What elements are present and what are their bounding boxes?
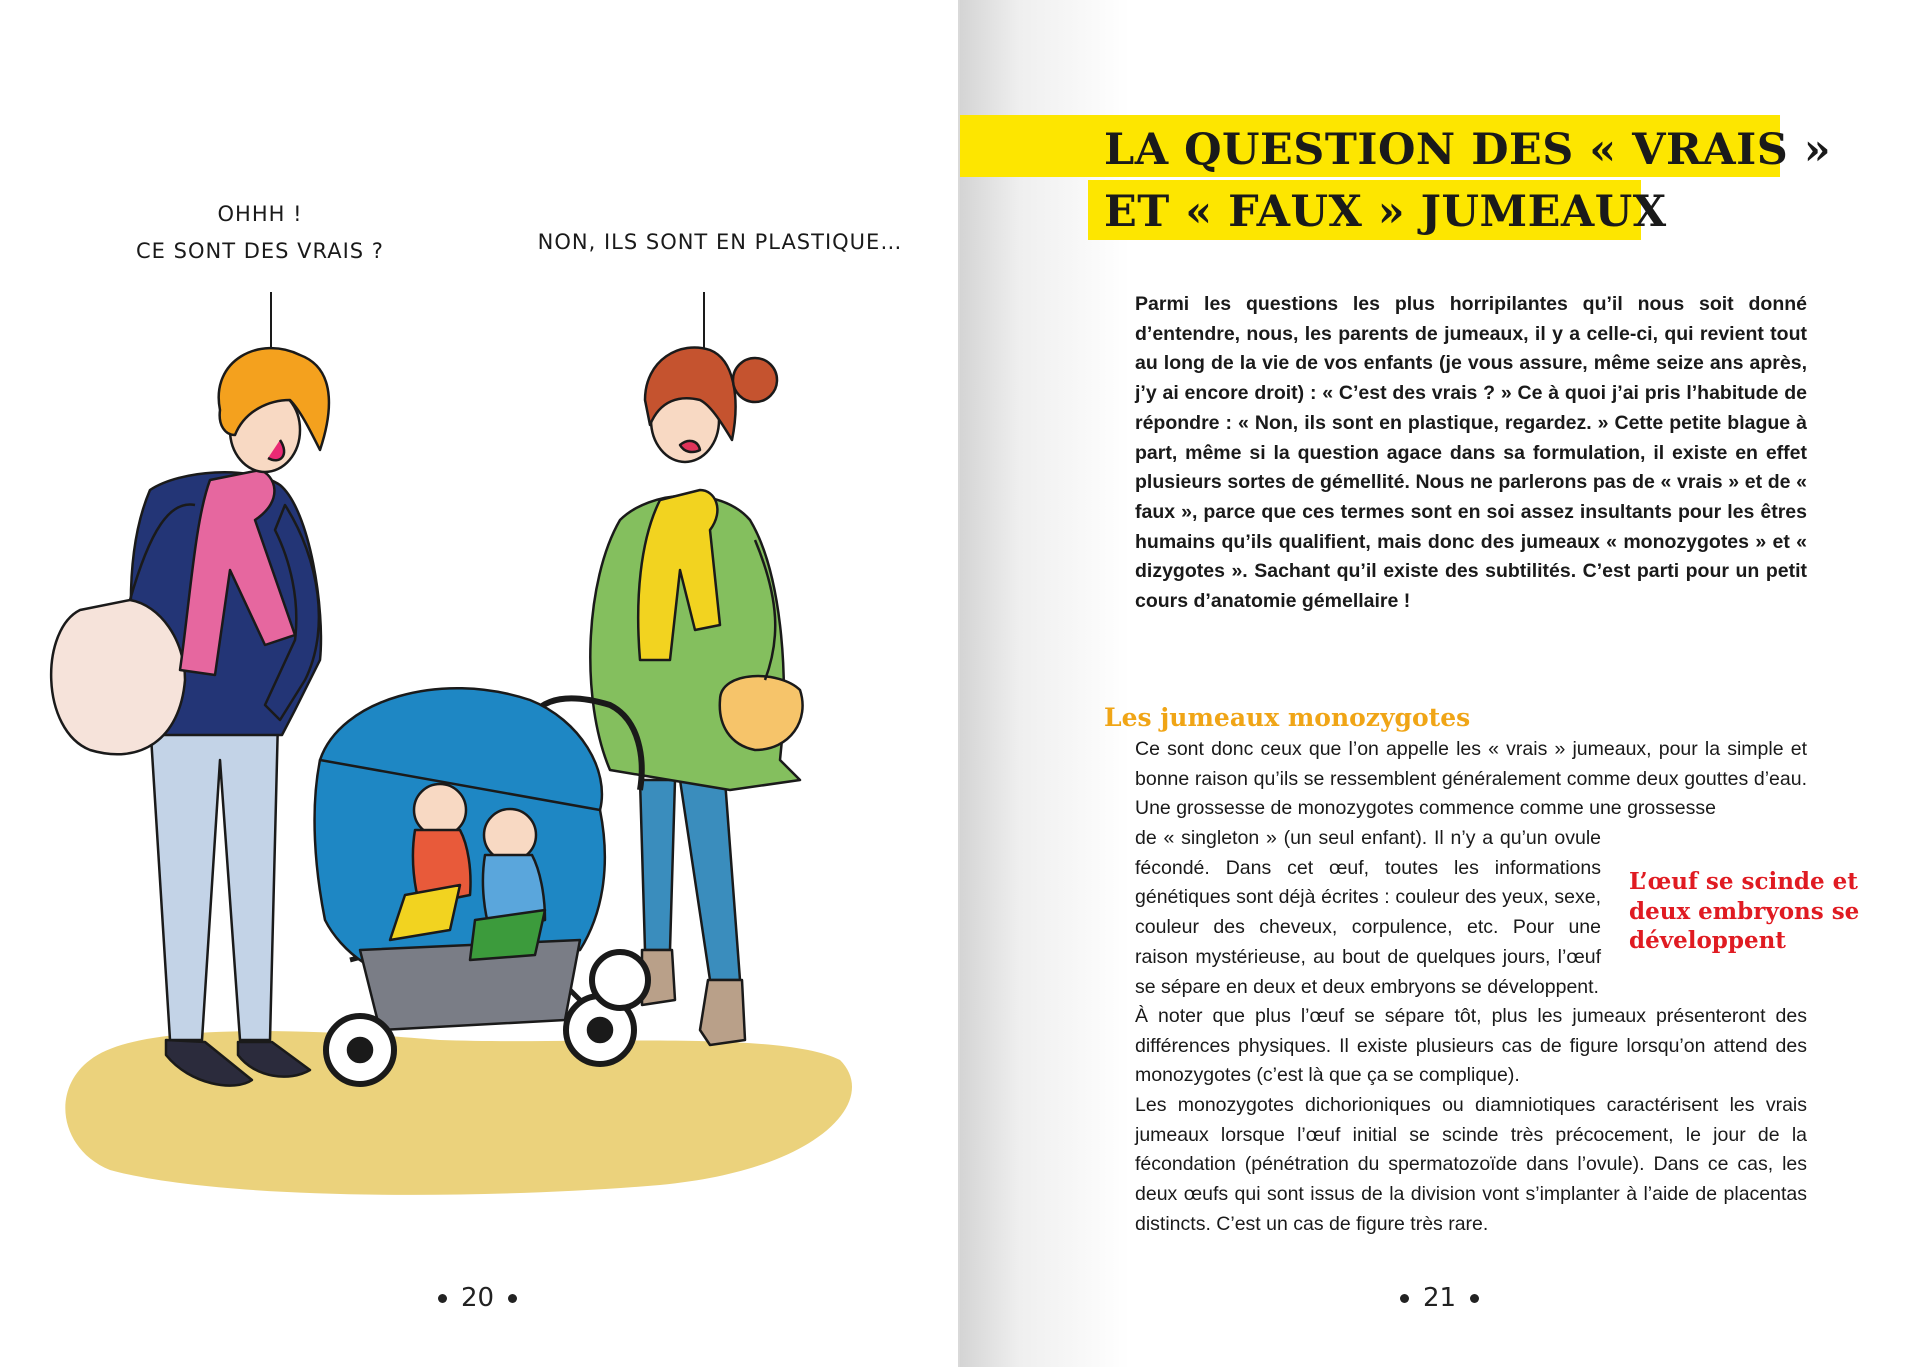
bullet-dot-icon: [1400, 1294, 1409, 1303]
page-number-right: [1400, 1283, 1479, 1313]
bullet-dot-icon: [508, 1294, 517, 1303]
chapter-title-line-1: LA QUESTION DES « VRAIS »: [1104, 125, 1832, 175]
page-number-left: [438, 1283, 517, 1313]
page-number-text: 21: [1423, 1283, 1457, 1313]
speech-bubble-question: [110, 196, 410, 270]
woman-left: [51, 348, 329, 1085]
section-title: Les jumeaux monozygotes: [1104, 703, 1471, 732]
chapter-title-line-2: ET « FAUX » JUMEAUX: [1104, 187, 1667, 237]
page-number-text: 20: [461, 1283, 495, 1313]
speech-bubble-answer: NON, ILS SONT EN PLASTIQUE…: [537, 230, 903, 254]
body-paragraph-3: À noter que plus l’œuf se sépare tôt, plus les jumeaux présenteront des différences physiques. Il existe plusieurs cas de figure lorsqu’on attend des monozygotes (c’est là que ça se complique).: [1135, 1005, 1807, 1087]
bullet-dot-icon: [1470, 1294, 1479, 1303]
intro-paragraph: Parmi les questions les plus horripilantes qu’il nous soit donné d’entendre, nous, les parents de jumeaux, il y a celle-ci, qui revient tout au long de la vie de vos enfants (je vous assure, même seize ans après, j’y ai encore droit) : « C’est des vrais ? » Ce à quoi j’ai pris l’habitude de répondre : « Non, ils sont en plastique, regardez. » Cette petite blague à part, même si la question agace dans sa formulation, il existe en effet plusieurs sortes de gémellité. Nous ne parlerons pas de « vrais » et de « faux », parce que ces termes sont en soi assez insultants pour les êtres humains qu’ils qualifient, mais donc des jumeaux « monozygotes » et « dizygotes ». Sachant qu’il existe des subtilités. C’est parti pour un petit cours d’anatomie gémellaire !: [1135, 293, 1807, 613]
pull-quote: L’œuf se scinde et deux embryons se développent: [1629, 868, 1860, 954]
body-paragraph-2: de « singleton » (un seul enfant). Il n’y a qu’un ovule fécondé. Dans cet œuf, toutes les informations génétiques sont déjà écrites : couleur des yeux, sexe, couleur des cheveux, corpulence, etc. Pour une raison mystérieuse, au bout de quelques jours, l’œuf se sépare en deux et deux embryons se développent.: [1135, 827, 1601, 998]
body-paragraph-1: Ce sont donc ceux que l’on appelle les « vrais » jumeaux, pour la simple et bonne raison qu’ils se ressemblent généralement comme deux gouttes d’eau. Une grossesse de monozygotes commence comme une grossesse: [1135, 738, 1807, 820]
body-paragraph-4: Les monozygotes dichorioniques ou diamniotiques caractérisent les vrais jumeaux lorsque l’œuf initial se scinde très précocement, le jour de la fécondation (pénétration du spermatozoïde dans l’ovule). Dans ce cas, les deux œufs qui sont issus de la division vont s’implanter à l’aide de placentas distincts. C’est un cas de figure très rare.: [1135, 1094, 1807, 1235]
speech-line-2: CE SONT DES VRAIS ?: [136, 239, 384, 263]
stroller: [315, 688, 648, 1084]
woman-right: [590, 347, 802, 1045]
twins-stroller-illustration: [20, 340, 940, 1210]
speech-line-1: OHHH !: [217, 202, 303, 226]
bullet-dot-icon: [438, 1294, 447, 1303]
